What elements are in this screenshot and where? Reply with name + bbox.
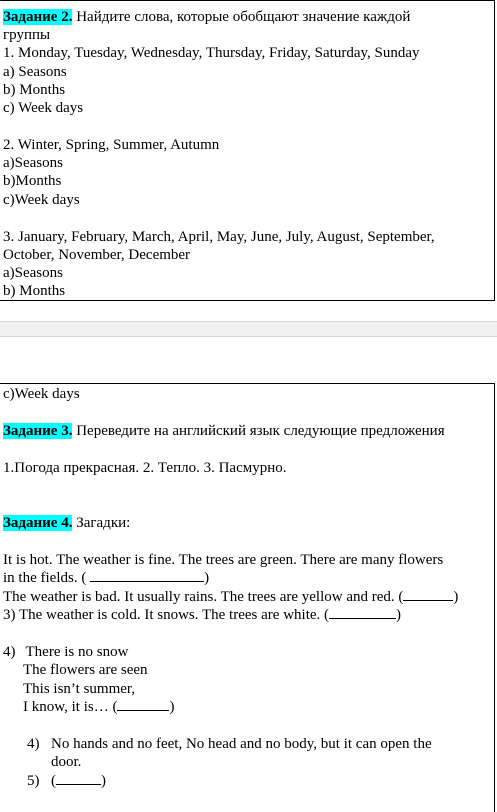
answer-blank — [329, 606, 396, 619]
riddle6-number: 5) — [27, 773, 40, 789]
riddle5-line2: door. — [51, 754, 82, 770]
q3-months-line2: October, November, December — [3, 247, 191, 263]
riddle1-close: ) — [204, 570, 210, 586]
q3-option-c: c)Week days — [3, 386, 80, 402]
task2-instruction: Найдите слова, которые обобщают значение каждой — [72, 9, 411, 25]
q2-option-c: c)Week days — [3, 192, 80, 208]
document-page-bottom — [0, 383, 495, 812]
q2-option-b: b)Months — [3, 173, 62, 189]
riddle4-line4 — [23, 698, 174, 716]
task2-heading — [3, 8, 410, 26]
task3-sentences: 1.Погода прекрасная. 2. Тепло. 3. Пасмурно. — [3, 460, 287, 476]
riddle1-text: in the fields. ( — [3, 570, 91, 586]
task4-heading — [3, 514, 130, 532]
riddle1-line2 — [3, 569, 209, 587]
riddle3-close: ) — [396, 607, 402, 623]
page-break — [0, 301, 497, 382]
page-break-band — [0, 322, 497, 336]
answer-blank — [117, 698, 169, 711]
task2-instruction-cont: группы — [3, 27, 51, 43]
document-page-top — [0, 0, 495, 301]
task4-instruction: Загадки: — [72, 515, 131, 531]
riddle2-close: ) — [453, 589, 459, 605]
q3-option-b: b) Months — [3, 283, 66, 299]
task3-heading — [3, 422, 445, 440]
q2-option-a: a)Seasons — [3, 155, 63, 171]
q3-months-line1: 3. January, February, March, April, May, June, July, August, September, — [3, 229, 435, 245]
q1-option-b: b) Months — [3, 82, 66, 98]
riddle4-line1 — [3, 643, 128, 661]
riddle4-line2: The flowers are seen — [23, 662, 148, 678]
riddle2-text: The weather is bad. It usually rains. The trees are yellow and red. ( — [3, 589, 404, 605]
q1-option-c: c) Week days — [3, 100, 84, 116]
task3-instruction: Переведите на английский язык следующие предложения — [72, 423, 445, 439]
riddle1-line1: It is hot. The weather is fine. The trees are green. There are many flowers — [3, 552, 444, 568]
answer-blank — [90, 569, 204, 582]
q1-option-a: a) Seasons — [3, 64, 67, 80]
riddle3 — [3, 606, 401, 624]
q2-seasons: 2. Winter, Spring, Summer, Autumn — [3, 137, 220, 153]
riddle2 — [3, 588, 458, 606]
riddle6-blank: ( ) — [51, 773, 106, 789]
riddle4-text1: There is no snow — [25, 644, 129, 660]
answer-blank — [403, 588, 453, 601]
riddle3-text: 3) The weather is cold. It snows. The trees are white. ( — [3, 607, 330, 623]
riddle4-close: ) — [169, 699, 175, 715]
riddle4-line3: This isn’t summer, — [23, 681, 136, 697]
task2-label: Задание 2. — [3, 9, 73, 25]
q3-option-a: a)Seasons — [3, 265, 63, 281]
riddle5-line1: No hands and no feet, No head and no body, but it can open the — [51, 736, 432, 752]
answer-blank — [56, 772, 101, 785]
page-break-line — [0, 336, 497, 337]
task4-label: Задание 4. — [3, 515, 73, 531]
riddle4-number: 4) — [3, 644, 16, 660]
q1-days: 1. Monday, Tuesday, Wednesday, Thursday, Friday, Saturday, Sunday — [3, 45, 420, 61]
riddle5-number: 4) — [27, 736, 40, 752]
task3-label: Задание 3. — [3, 423, 73, 439]
riddle4-text4: I know, it is… ( — [23, 699, 118, 715]
